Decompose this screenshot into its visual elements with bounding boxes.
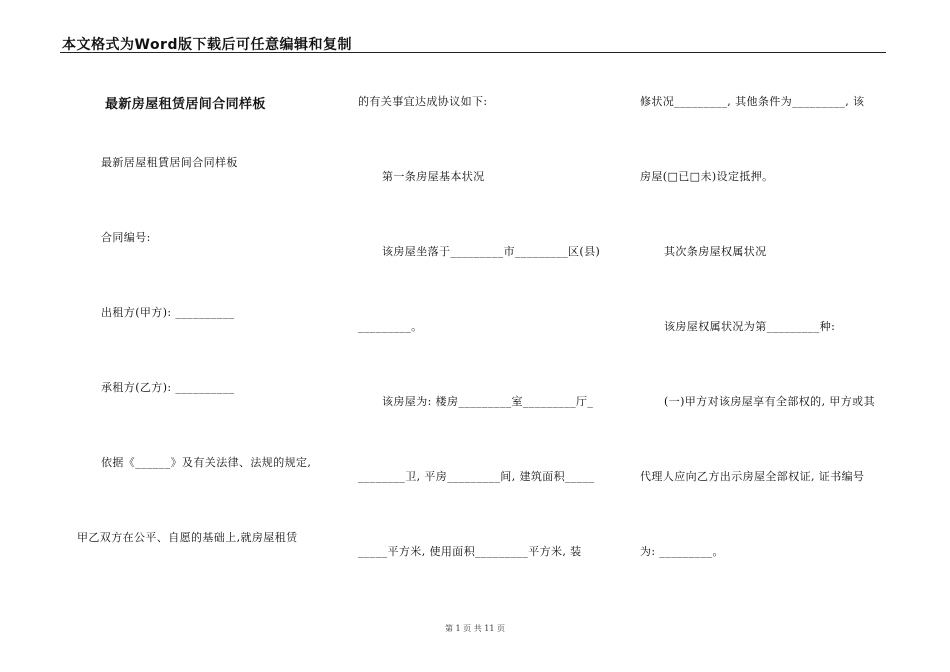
text-line: 该房屋坐落于_________市_________区(县)	[382, 245, 601, 258]
text-line: 合同编号:	[101, 231, 151, 244]
text-line: 房屋(□已□未)设定抵押。	[640, 170, 774, 183]
page-number: 第 1 页 共 11 页	[445, 624, 505, 633]
text-line: _________。	[358, 320, 423, 333]
header-title: 本文格式为Word版下载后可任意编辑和复制	[62, 37, 352, 53]
text-line: (一)甲方对该房屋享有全部权的, 甲方或其	[664, 395, 875, 408]
text-line: 该房屋为: 楼房_________室_________厅_	[382, 395, 594, 408]
text-line: 代理人应向乙方出示房屋全部权证, 证书编号	[640, 470, 865, 483]
text-line: 为: _________。	[640, 545, 724, 558]
text-line: 依据《______》及有关法律、法规的规定,	[101, 456, 312, 469]
text-line: 该房屋权属状况为第_________种:	[664, 320, 836, 333]
text-line: 最新居屋租賃居间合同样板	[101, 156, 238, 169]
text-line: ________卫, 平房_________间, 建筑面积_____	[358, 470, 595, 483]
text-line: 承租方(乙方): __________	[101, 381, 235, 394]
header-divider	[60, 52, 886, 53]
text-line: 出租方(甲方): __________	[101, 306, 235, 319]
section-heading: 第一条房屋基本状况	[382, 170, 485, 183]
text-line: _____平方米, 使用面积_________平方米, 装	[358, 545, 582, 558]
text-line: 甲乙双方在公平、自愿的基础上,就房屋租赁	[77, 531, 298, 544]
text-line: 修状况_________, 其他条件为_________, 该	[640, 95, 865, 108]
document-title: 最新房屋租赁居间合同样板	[105, 97, 266, 112]
section-heading: 其次条房屋权属状况	[664, 245, 767, 258]
text-line: 的有关事宜达成协议如下:	[358, 95, 488, 108]
